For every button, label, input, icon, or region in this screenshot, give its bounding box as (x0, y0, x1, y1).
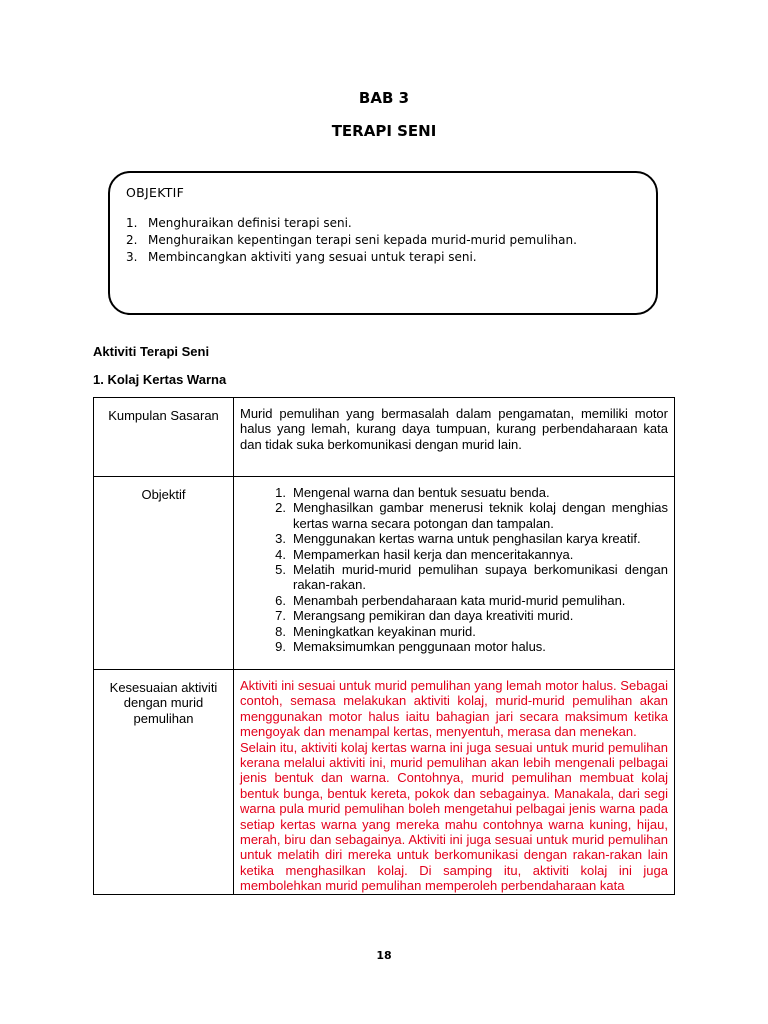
section-heading: Aktiviti Terapi Seni (93, 344, 210, 359)
row-label-suitability: Kesesuaian aktiviti dengan murid pemulihan (94, 670, 234, 895)
suitability-paragraph-1: Aktiviti ini sesuai untuk murid pemulihan yang lemah motor halus. Sebagai contoh, semasa melakukan aktiviti kolaj, murid-murid pemulihan akan menggunakan motor halus iaitu bahagian jari secara maksimum ketika mengoyak dan menampal kertas, menyentuh, merasa dan menekan. (240, 678, 668, 740)
table-row (94, 670, 675, 895)
chapter-title: TERAPI SENI (331, 122, 437, 140)
activity-table (93, 397, 675, 895)
row-content-suitability (234, 670, 675, 895)
objective-box-item: 3. Membincangkan aktiviti yang sesuai untuk terapi seni. (126, 250, 477, 264)
list-item: 9. Memaksimumkan penggunaan motor halus. (275, 639, 546, 655)
objective-box-list (126, 215, 577, 266)
list-item: 1. Mengenal warna dan bentuk sesuatu benda. (275, 485, 550, 500)
row-content-target: Murid pemulihan yang bermasalah dalam pengamatan, memiliki motor halus yang lemah, kurang daya tumpuan, kurang perbendaharaan kata dan tidak suka berkomunikasi dengan murid lain. (234, 398, 675, 477)
chapter-number: BAB 3 (358, 89, 410, 107)
objective-box-item: 2. Menghuraikan kepentingan terapi seni kepada murid-murid pemulihan. (126, 233, 577, 247)
objective-list (240, 485, 668, 654)
section-subheading: 1. Kolaj Kertas Warna (93, 372, 227, 387)
list-item: 3. Menggunakan kertas warna untuk penghasilan karya kreatif. (275, 531, 641, 547)
suitability-paragraph-2: Selain itu, aktiviti kolaj kertas warna ini juga sesuai untuk murid pemulihan kerana melalui aktiviti ini, murid pemulihan akan lebih mengenali pelbagai jenis bentuk dan warna. Contohnya, murid pemulihan membuat kolaj bentuk bunga, bentuk kereta, pokok dan sebagainya. Manakala, dari segi warna pula murid pemulihan boleh mengetahui pelbagai jenis warna pada setiap kertas warna yang mereka mahu contohnya warna kuning, hijau, merah, biru dan sebagainya. Aktiviti ini juga sesuai untuk murid pemulihan untuk melatih diri mereka untuk berkomunikasi dengan rakan-rakan lain ketika menghasilkan kolaj. Di samping itu, aktiviti kolaj ini juga membolehkan murid pemulihan memperoleh perbendaharaan kata (240, 739, 668, 894)
row-label-target: Kumpulan Sasaran (94, 398, 234, 477)
objective-box (108, 171, 658, 315)
list-item: 8. Meningkatkan keyakinan murid. (275, 623, 476, 639)
objective-box-item: 1. Menghuraikan definisi terapi seni. (126, 216, 352, 230)
table-row (94, 477, 675, 670)
row-label-objective: Objektif (94, 477, 234, 670)
table-row (94, 398, 675, 477)
list-item: 4. Mempamerkan hasil kerja dan menceritakannya. (275, 546, 574, 562)
list-item: 5. Melatih murid-murid pemulihan supaya berkomunikasi dengan rakan-rakan. (275, 562, 668, 593)
list-item: 6. Menambah perbendaharaan kata murid-murid pemulihan. (275, 592, 626, 608)
page-number: 18 (376, 949, 392, 962)
row-content-objective (234, 477, 675, 670)
list-item: 2. Menghasilkan gambar menerusi teknik kolaj dengan menghias kertas warna secara potongan dan tampalan. (275, 500, 668, 531)
list-item: 7. Merangsang pemikiran dan daya kreativiti murid. (275, 608, 574, 624)
objective-box-title: OBJEKTIF (126, 185, 185, 200)
